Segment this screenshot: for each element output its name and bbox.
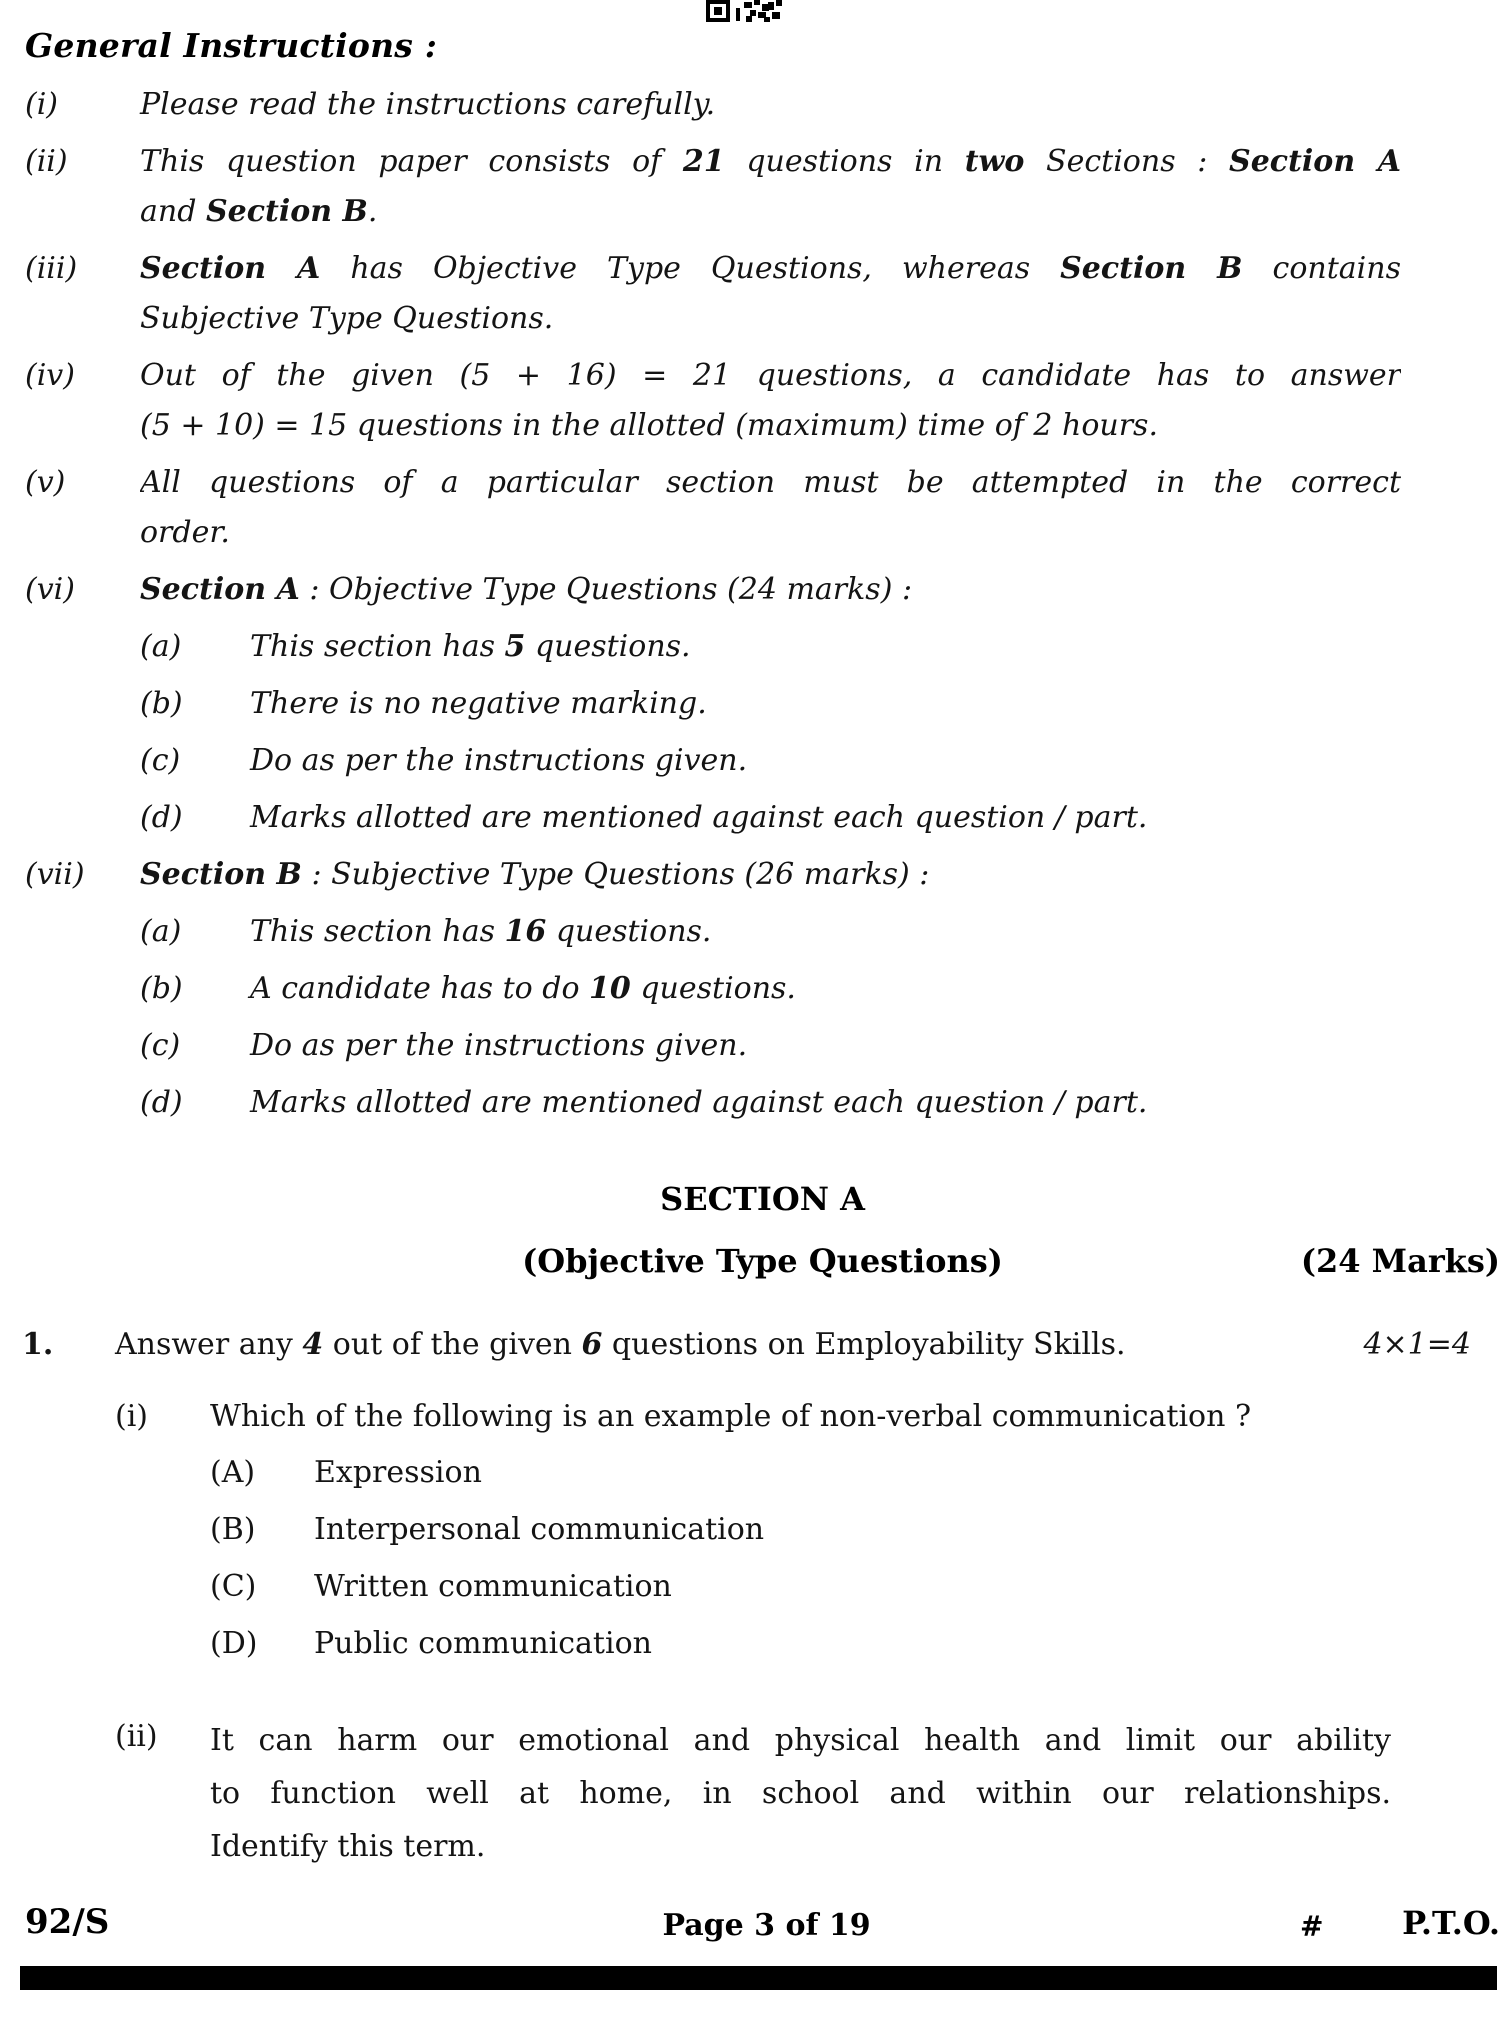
sub-label: (b) [140, 686, 183, 721]
question-1-number: 1. [22, 1327, 54, 1362]
instruction-iii-label: (iii) [25, 251, 78, 286]
option-d [210, 1621, 1391, 1667]
instruction-ii-label: (ii) [25, 144, 68, 179]
sub-label: (a) [140, 914, 182, 949]
sub-label: (d) [140, 800, 183, 835]
question-1-marks: 4×1=4 [1363, 1327, 1471, 1362]
option-b-text: Interpersonal communication [314, 1512, 765, 1547]
instruction-v-label: (v) [25, 465, 66, 500]
instruction-line: This question paper consists of 21 questions in two Sections : Section A [140, 144, 1401, 179]
instruction-line: Subjective Type Questions. [140, 301, 554, 336]
instruction-line: Section B : Subjective Type Questions (26 marks) : [140, 857, 930, 892]
option-d-text: Public communication [314, 1626, 652, 1661]
instruction-v [25, 458, 1401, 558]
option-a-text: Expression [314, 1455, 482, 1490]
question-1-i-label: (i) [115, 1399, 149, 1434]
instruction-iv-label: (iv) [25, 358, 75, 393]
option-a [210, 1450, 1391, 1496]
instruction-vi [25, 565, 1401, 843]
question-1 [22, 1322, 1473, 1873]
instruction-ii [25, 137, 1401, 237]
instruction-vi-b [140, 679, 1401, 729]
option-a-label: (A) [210, 1455, 256, 1490]
instruction-line: Section A : Objective Type Questions (24 marks) : [140, 572, 913, 607]
question-1-ii-line: to function well at home, in school and within our relationships. [210, 1776, 1391, 1811]
paper-code: 92/S [25, 1902, 110, 1942]
sub-line: Marks allotted are mentioned against each question / part. [250, 1085, 1148, 1120]
instruction-vii-a [140, 907, 1401, 957]
instruction-line: order. [140, 515, 230, 550]
instruction-vii-b [140, 964, 1401, 1014]
sub-line: A candidate has to do 10 questions. [250, 971, 796, 1006]
instruction-vi-a [140, 622, 1401, 672]
question-1-ii-label: (ii) [115, 1719, 158, 1754]
sub-label: (b) [140, 971, 183, 1006]
qr-code-icon [706, 0, 786, 24]
question-1-i [115, 1394, 1473, 1678]
option-b [210, 1507, 1391, 1553]
sub-line: This section has 16 questions. [250, 914, 712, 949]
page-number: Page 3 of 19 [662, 1908, 871, 1943]
instruction-vi-label: (vi) [25, 572, 75, 607]
section-a-subrow [25, 1240, 1500, 1282]
section-a-marks: (24 Marks) [1300, 1242, 1500, 1280]
instruction-vi-c [140, 736, 1401, 786]
section-a-title: SECTION A [660, 1180, 865, 1218]
instruction-iv [25, 351, 1401, 451]
sub-line: There is no negative marking. [250, 686, 707, 721]
section-a-header [25, 1178, 1500, 1282]
bottom-rule [20, 1966, 1497, 1990]
sub-line: This section has 5 questions. [250, 629, 691, 664]
instruction-line: (5 + 10) = 15 questions in the allotted (maximum) time of 2 hours. [140, 408, 1158, 443]
sub-label: (d) [140, 1085, 183, 1120]
general-instructions [25, 26, 1401, 1135]
instruction-vi-d [140, 793, 1401, 843]
question-1-ii [115, 1714, 1473, 1873]
question-1-ii-line: It can harm our emotional and physical health and limit our ability [210, 1723, 1391, 1758]
hash-mark: # [1300, 1910, 1324, 1943]
option-d-label: (D) [210, 1626, 258, 1661]
instruction-line: Out of the given (5 + 16) = 21 questions, a candidate has to answer [140, 358, 1401, 393]
general-instructions-title: General Instructions : [25, 26, 438, 65]
question-1-i-text: Which of the following is an example of non-verbal communication ? [210, 1399, 1252, 1434]
option-c-label: (C) [210, 1569, 257, 1604]
instruction-iii [25, 244, 1401, 344]
instruction-line: and Section B. [140, 194, 378, 229]
question-1-stem-row [22, 1322, 1473, 1368]
sub-label: (a) [140, 629, 182, 664]
instruction-line: All questions of a particular section must be attempted in the correct [140, 465, 1401, 500]
sub-line: Marks allotted are mentioned against each question / part. [250, 800, 1148, 835]
instruction-i [25, 80, 1401, 130]
question-1-ii-line: Identify this term. [210, 1829, 486, 1864]
sub-line: Do as per the instructions given. [250, 743, 748, 778]
question-1-i-options [210, 1450, 1391, 1667]
instruction-line: Section A has Objective Type Questions, whereas Section B contains [140, 251, 1401, 286]
instruction-line: Please read the instructions carefully. [140, 87, 716, 122]
option-c [210, 1564, 1391, 1610]
option-c-text: Written communication [314, 1569, 672, 1604]
sub-label: (c) [140, 1028, 181, 1063]
section-a-subtitle: (Objective Type Questions) [522, 1242, 1003, 1280]
option-b-label: (B) [210, 1512, 256, 1547]
sub-label: (c) [140, 743, 181, 778]
instruction-i-label: (i) [25, 87, 59, 122]
sub-line: Do as per the instructions given. [250, 1028, 748, 1063]
question-1-stem: Answer any 4 out of the given 6 questions on Employability Skills. [115, 1327, 1126, 1362]
instruction-vii [25, 850, 1401, 1128]
instruction-vii-label: (vii) [25, 857, 85, 892]
pto-label: P.T.O. [1402, 1904, 1500, 1942]
qr-code-fragment [706, 0, 786, 24]
instruction-vii-d [140, 1078, 1401, 1128]
instruction-vii-c [140, 1021, 1401, 1071]
